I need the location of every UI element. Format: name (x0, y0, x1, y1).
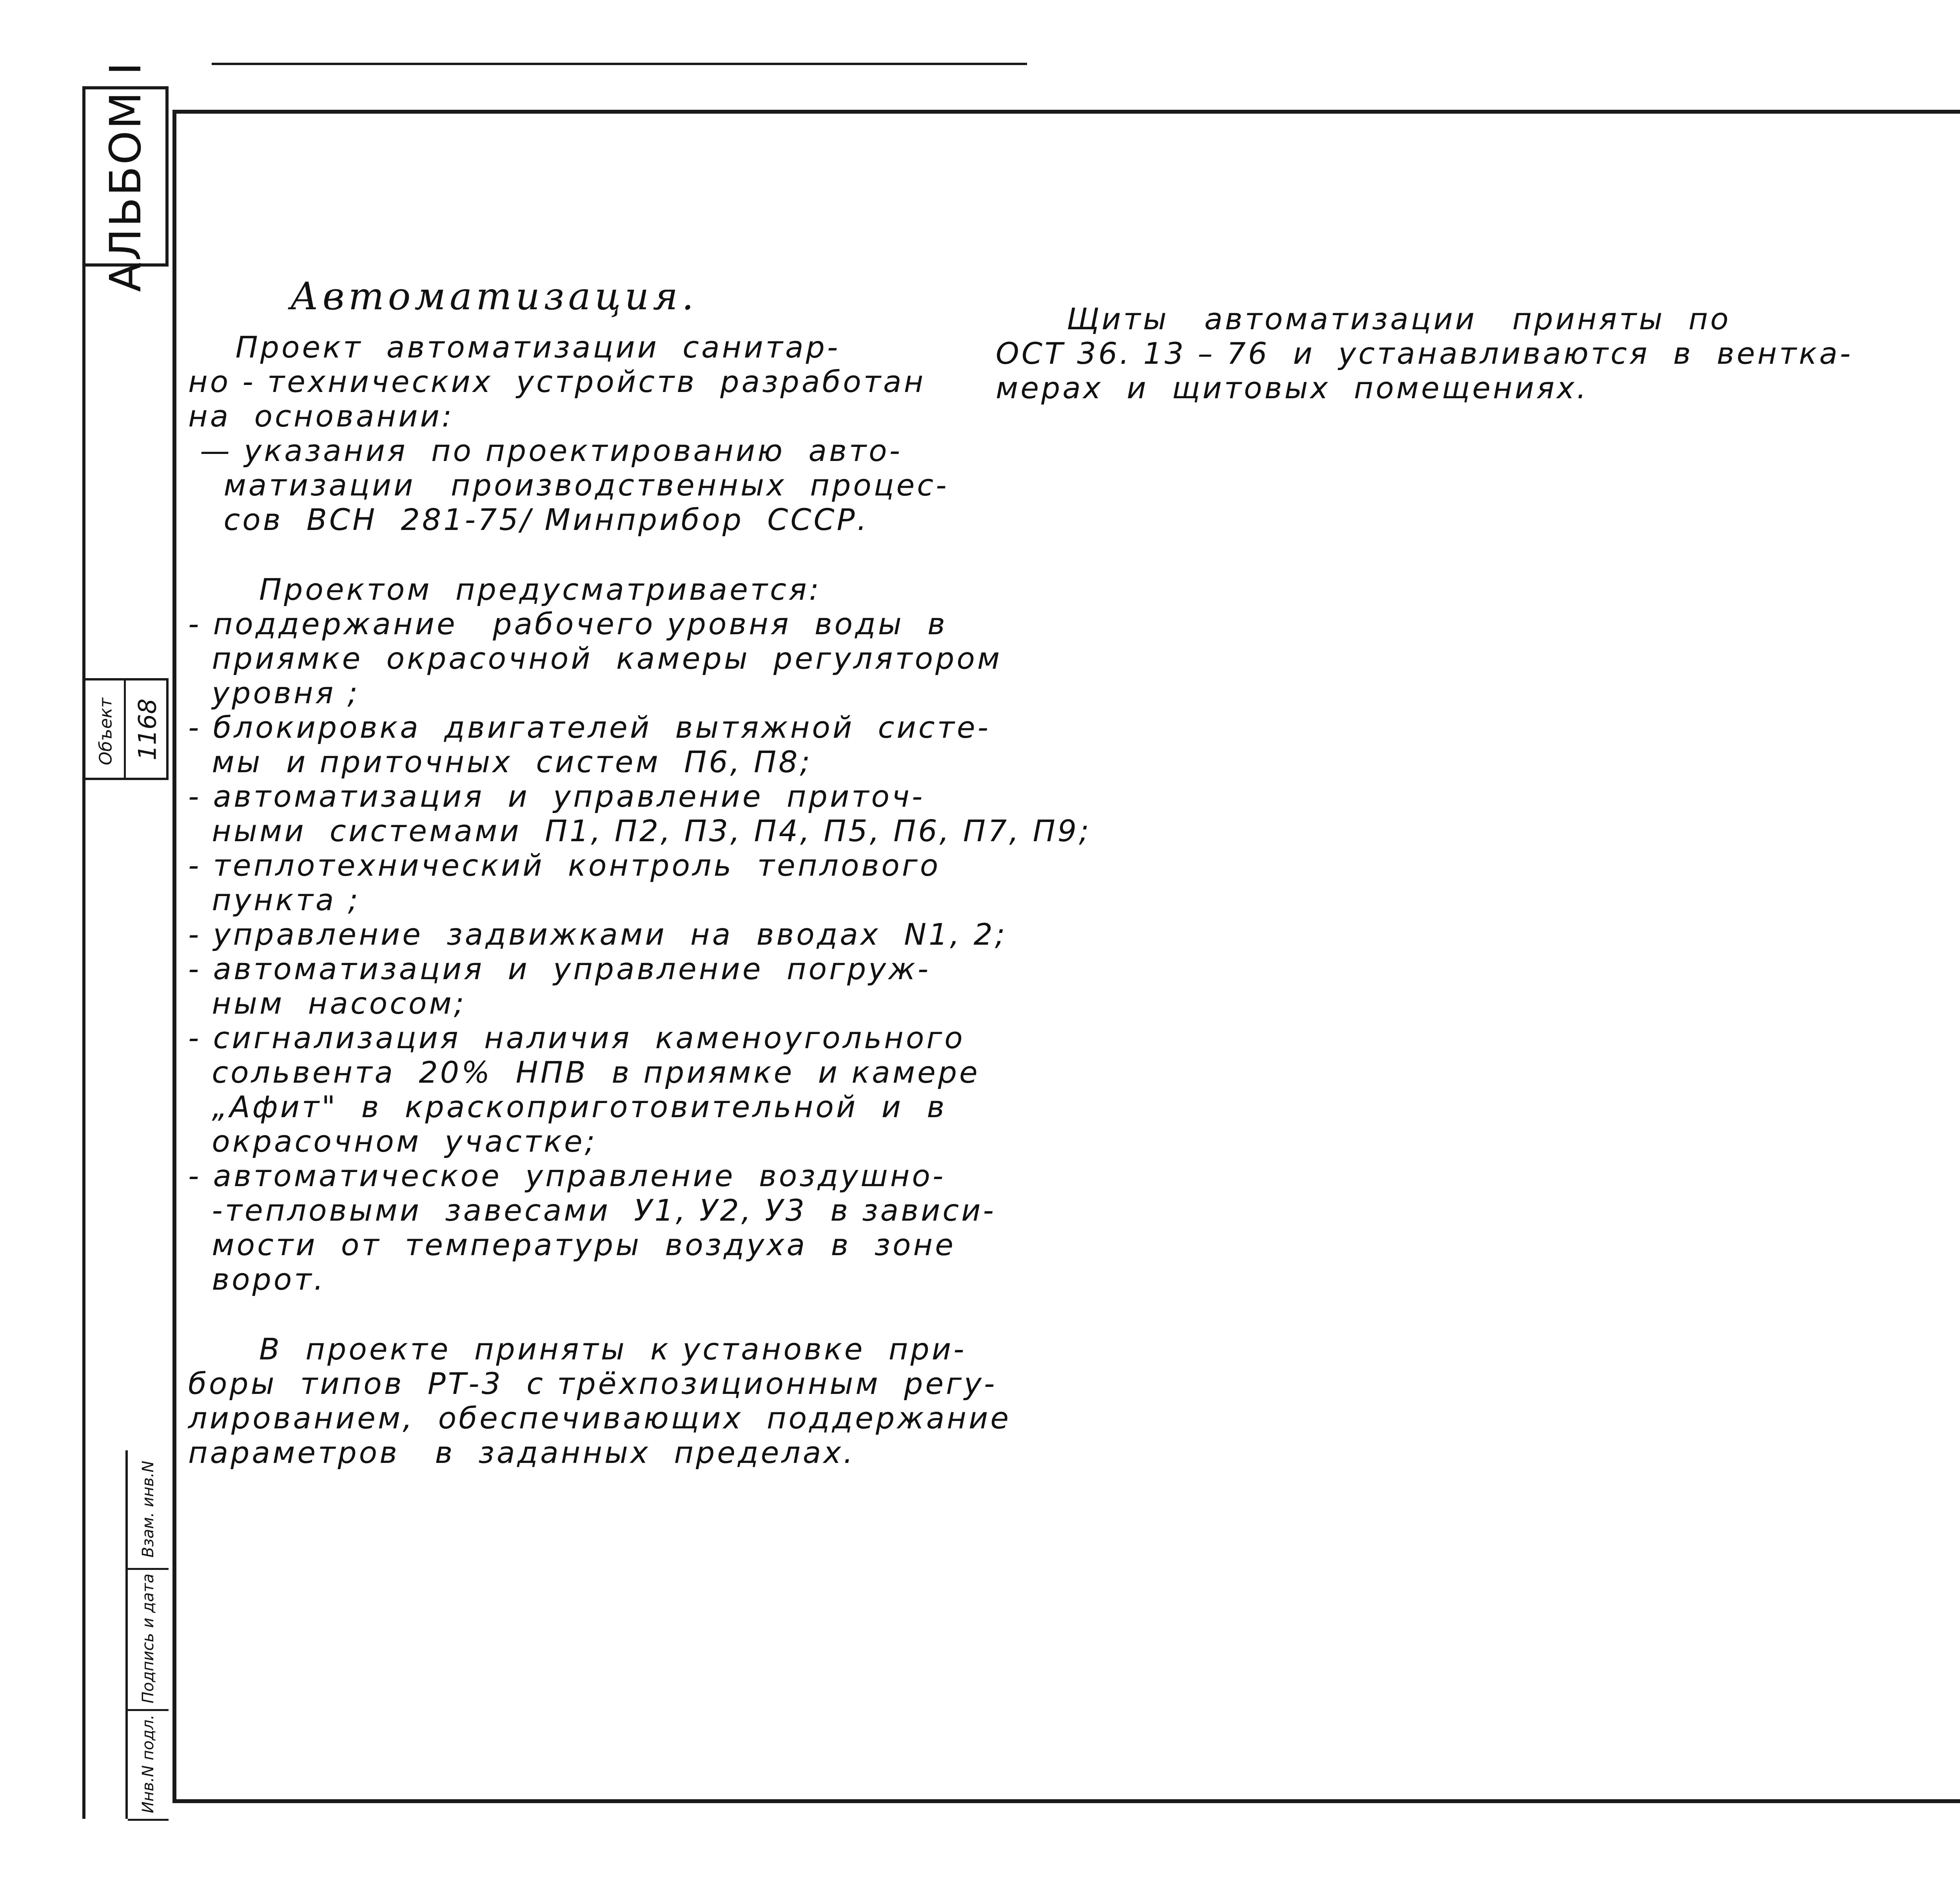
paragraph-devices: В проекте приняты к установке при- боры типов РТ-3 с трёхпозиционным регу- лированием, обеспечивающих поддержание параметров в заданных пределах. (188, 1332, 1011, 1470)
object-label: Объект (96, 697, 116, 766)
stamp-label-replace: Взам. инв.N (139, 1461, 157, 1558)
text-column-right (996, 301, 1853, 405)
object-box (82, 678, 169, 780)
section-title: Автоматизация. (290, 274, 698, 318)
paragraph-basis: Проект автоматизации санитар- но - технических устройств разработан на основании: — указания по проектированию авто- матизации производственных процес- сов ВСН 281-75/ Минприбор СССР. (188, 330, 949, 537)
paragraph-panels: Щиты автоматизации приняты по ОСТ 36. 13 – 76 и устанавливаются в вентка- мерах и щитовых помещениях. (996, 301, 1853, 405)
paragraph-provisions: Проектом предусматривается: - поддержание рабочего уровня воды в приямке окрасочной камеры регулятором уровня ; - блокировка двигателей вытяжной систе- мы и приточных систем П6, П8; - автоматизация и управление приточ- ными системами П1, П2, П3, П4, П5, П6, П7, П9; - теплотехнический контроль теплового пункта ; - управление задвижками на вводах N1, 2; - автоматизация и управление погруж- ным насосом; - сигнализация наличия каменоугольного сольвента 20% НПВ в приямке и камере „Афит" в краскоприготовительной и в окрасочном участке; - автоматическое управление воздушно- -тепловыми завесами У1, У2, У3 в зависи- мости от температуры воздуха в зоне ворот. (188, 572, 1091, 1297)
text-column-left (188, 274, 1091, 1470)
stamp-label-date: Подпись и дата (139, 1573, 157, 1704)
stamp-cell-replace (128, 1450, 169, 1570)
stamp-column (125, 1450, 169, 1819)
album-label-box (82, 61, 169, 292)
stamp-cell-inv (128, 1709, 169, 1821)
album-label: АЛЬБОМ I (100, 61, 151, 292)
stamp-label-inv: Инв.N подл. (139, 1715, 157, 1813)
stamp-cell-date (128, 1568, 169, 1711)
top-rule (212, 63, 1027, 65)
object-value: 1168 (133, 699, 162, 760)
